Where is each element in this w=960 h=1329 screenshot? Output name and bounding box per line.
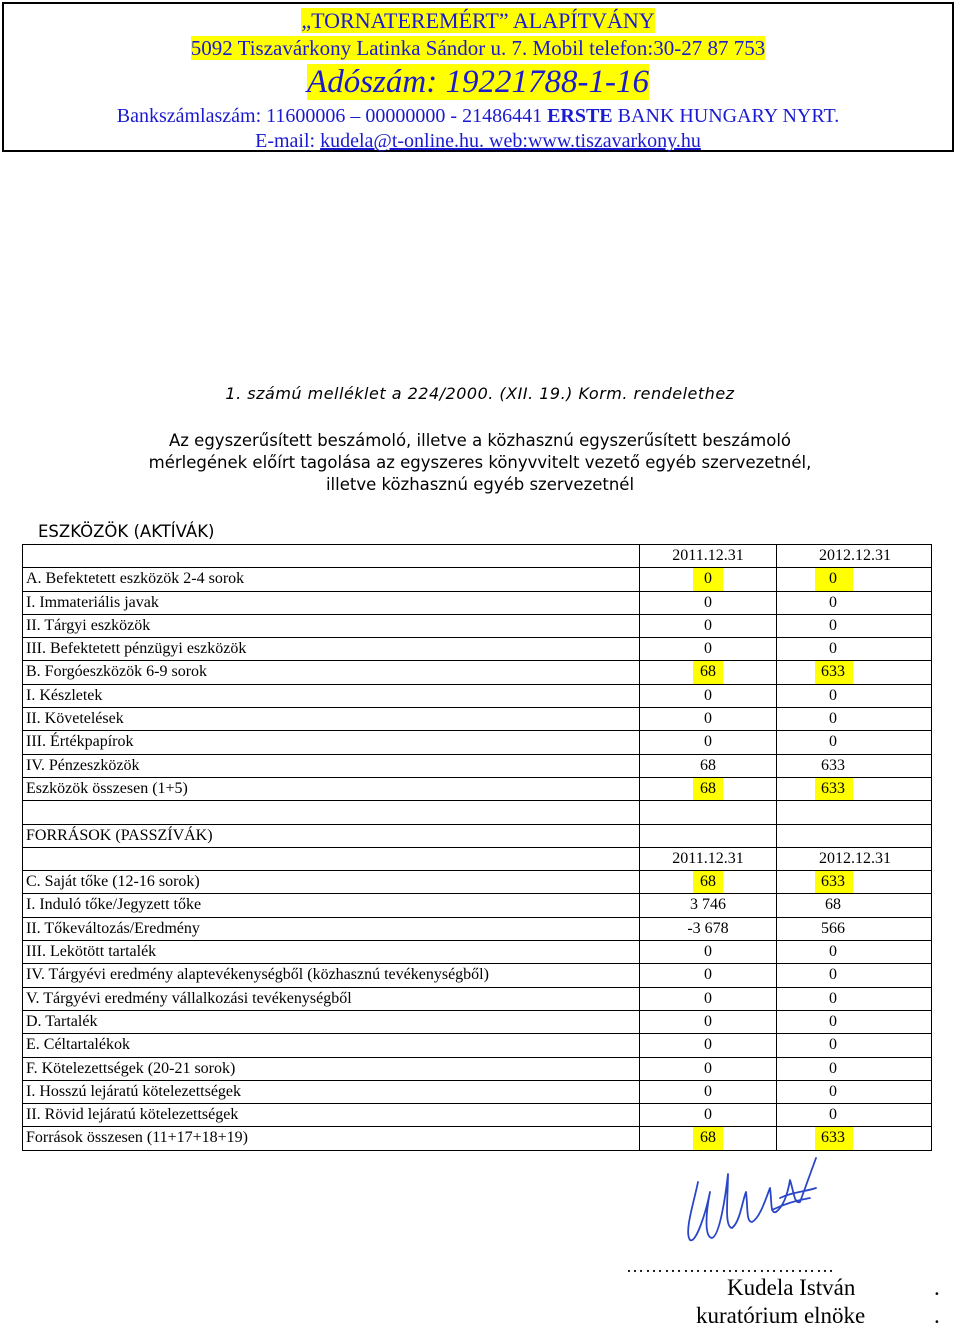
value-2012-cell <box>777 545 933 567</box>
value-2011-cell <box>640 988 777 1010</box>
label-cell <box>23 708 640 730</box>
foundation-name: „TORNATEREMÉRT” ALAPÍTVÁNY <box>301 8 655 33</box>
value-2011-cell <box>640 1104 777 1126</box>
value-2012: 0 <box>829 943 837 961</box>
label-cell <box>23 801 640 823</box>
value-2011-cell <box>640 1127 777 1149</box>
value-2011-cell <box>640 1034 777 1056</box>
label-cell <box>23 661 640 683</box>
row-label: V. Tárgyévi eredmény vállalkozási tevékenységből <box>26 989 352 1007</box>
value-2012-cell <box>777 825 933 847</box>
date-header-row <box>23 545 931 568</box>
value-2012-cell <box>777 661 933 683</box>
table-row <box>23 1034 931 1057</box>
label-cell <box>23 545 640 567</box>
value-2011-cell <box>640 801 777 823</box>
value-2011: 0 <box>704 593 712 611</box>
value-2012-cell <box>777 1104 933 1126</box>
label-cell <box>23 731 640 753</box>
row-label: I. Induló tőke/Jegyzett tőke <box>26 896 202 914</box>
row-label: D. Tartalék <box>26 1012 98 1030</box>
value-2011-cell <box>640 545 777 567</box>
value-2011: 0 <box>704 943 712 961</box>
value-2011: 3 746 <box>690 896 726 914</box>
value-2012-cell <box>777 894 933 916</box>
label-cell <box>23 1127 640 1149</box>
letterhead <box>2 2 954 152</box>
liabilities-title-row <box>23 825 931 848</box>
value-2012: 0 <box>829 570 837 588</box>
table-row <box>23 1127 931 1149</box>
value-2011: 0 <box>704 733 712 751</box>
value-2011-cell <box>640 1058 777 1080</box>
label-cell <box>23 638 640 660</box>
label-cell <box>23 941 640 963</box>
value-2012-cell <box>777 1058 933 1080</box>
row-label: E. Céltartalékok <box>26 1036 130 1054</box>
table-row <box>23 592 931 615</box>
label-cell <box>23 1081 640 1103</box>
signatory-name: Kudela István <box>727 1275 856 1300</box>
row-label: IV. Tárgyévi eredmény alaptevékenységből (közhasznú tevékenységből) <box>26 966 489 984</box>
value-2012: 0 <box>829 1059 837 1077</box>
table-row <box>23 1011 931 1034</box>
label-cell <box>23 1034 640 1056</box>
value-2011: 0 <box>704 1082 712 1100</box>
title-period: . <box>934 1303 940 1328</box>
value-2011-cell <box>640 708 777 730</box>
value-2011: 0 <box>704 966 712 984</box>
table-row <box>23 1058 931 1081</box>
value-2011-cell <box>640 871 777 893</box>
label-cell <box>23 778 640 800</box>
value-2012-cell <box>777 918 933 940</box>
foundation-address: 5092 Tiszavárkony Latinka Sándor u. 7. Mobil telefon:30-27 87 753 <box>190 36 766 60</box>
value-2011: 68 <box>700 663 716 681</box>
label-cell <box>23 592 640 614</box>
value-2012: 0 <box>829 1082 837 1100</box>
value-2011-cell <box>640 731 777 753</box>
value-2011-cell <box>640 941 777 963</box>
label-cell <box>23 615 640 637</box>
value-2012: 68 <box>825 896 841 914</box>
value-2012-cell <box>777 638 933 660</box>
value-2012-cell <box>777 778 933 800</box>
assets-title: ESZKÖZÖK (AKTÍVÁK) <box>38 522 215 541</box>
table-row <box>23 1081 931 1104</box>
value-2012-cell <box>777 1127 933 1149</box>
value-2011: 68 <box>700 873 716 891</box>
value-2012-cell <box>777 568 933 590</box>
value-2012-cell <box>777 964 933 986</box>
value-2011-cell <box>640 918 777 940</box>
annex-reference: 1. számú melléklet a 224/2000. (XII. 19.) Korm. rendelethez <box>225 384 735 403</box>
row-label: III. Befektetett pénzügyi eszközök <box>26 640 247 658</box>
value-2011-cell <box>640 592 777 614</box>
value-2011-cell <box>640 661 777 683</box>
table-row <box>23 731 931 754</box>
value-2011-cell <box>640 778 777 800</box>
value-2011-cell <box>640 755 777 777</box>
value-2011: 0 <box>704 710 712 728</box>
row-label: I. Készletek <box>26 686 103 704</box>
value-2012: 0 <box>829 989 837 1007</box>
table-row <box>23 941 931 964</box>
table-row <box>23 988 931 1011</box>
row-label: I. Hosszú lejáratú kötelezettségek <box>26 1082 242 1100</box>
value-2012-cell <box>777 1081 933 1103</box>
value-2012: 633 <box>821 1129 845 1147</box>
row-label: IV. Pénzeszközök <box>26 756 140 774</box>
value-2012-cell <box>777 1011 933 1033</box>
value-2011: 0 <box>704 1036 712 1054</box>
table-row <box>23 918 931 941</box>
table-row <box>23 871 931 894</box>
value-2012: 0 <box>829 640 837 658</box>
blank-row <box>23 801 931 824</box>
value-2012: 0 <box>829 710 837 728</box>
label-cell <box>23 1011 640 1033</box>
label-cell <box>23 1104 640 1126</box>
date-2011: 2011.12.31 <box>672 547 744 564</box>
value-2011: -3 678 <box>687 919 729 937</box>
value-2011: 0 <box>704 570 712 588</box>
row-label: II. Rövid lejáratú kötelezettségek <box>26 1106 239 1124</box>
value-2011-cell <box>640 894 777 916</box>
value-2012-cell <box>777 615 933 637</box>
value-2012-cell <box>777 801 933 823</box>
label-cell <box>23 894 640 916</box>
date-2012: 2012.12.31 <box>819 849 891 867</box>
table-row <box>23 708 931 731</box>
value-2012: 0 <box>829 966 837 984</box>
value-2012-cell <box>777 988 933 1010</box>
value-2012-cell <box>777 731 933 753</box>
value-2012-cell <box>777 592 933 614</box>
intro-text: Az egyszerűsített beszámoló, illetve a közhasznú egyszerűsített beszámoló mérlegének előírt tagolása az egyszeres könyvvitelt vezető egyéb szervezetnél, illetve közhasznú egyéb szervezetnél <box>148 431 812 494</box>
value-2011-cell <box>640 615 777 637</box>
value-2011: 0 <box>704 1106 712 1124</box>
row-label: III. Lekötött tartalék <box>26 943 157 961</box>
bank-account: Bankszámlaszám: 11600006 – 00000000 - 21486441 ERSTE BANK HUNGARY NYRT. <box>116 105 840 127</box>
value-2012: 633 <box>821 756 845 774</box>
table-row <box>23 615 931 638</box>
table-row <box>23 964 931 987</box>
value-2011: 0 <box>704 989 712 1007</box>
value-2011-cell <box>640 638 777 660</box>
value-2012: 0 <box>829 1106 837 1124</box>
value-2012-cell <box>777 941 933 963</box>
table-row <box>23 568 931 591</box>
liabilities-title: FORRÁSOK (PASSZÍVÁK) <box>26 826 213 844</box>
value-2012-cell <box>777 871 933 893</box>
value-2011: 0 <box>704 616 712 634</box>
balance-sheet-table <box>22 544 932 1151</box>
label-cell <box>23 964 640 986</box>
signature <box>676 1152 826 1247</box>
label-cell <box>23 825 640 847</box>
value-2011-cell <box>640 964 777 986</box>
value-2012: 0 <box>829 593 837 611</box>
label-cell <box>23 1058 640 1080</box>
contact-line: E-mail: kudela@t-online.hu. web:www.tiszavarkony.hu <box>255 130 701 152</box>
value-2012-cell <box>777 708 933 730</box>
label-cell <box>23 988 640 1010</box>
row-label: I. Immateriális javak <box>26 593 159 611</box>
value-2011: 68 <box>700 779 716 797</box>
value-2012: 0 <box>829 616 837 634</box>
table-row <box>23 661 931 684</box>
value-2011: 0 <box>704 640 712 658</box>
row-label: II. Tőkeváltozás/Eredmény <box>26 919 200 937</box>
row-label: C. Saját tőke (12-16 sorok) <box>26 873 200 891</box>
value-2011-cell <box>640 1081 777 1103</box>
row-label: A. Befektetett eszközök 2-4 sorok <box>26 570 245 588</box>
signatory-title: kuratórium elnöke <box>696 1303 866 1328</box>
web-link[interactable]: www.tiszavarkony.hu <box>527 130 701 152</box>
row-label: B. Forgóeszközök 6-9 sorok <box>26 663 208 681</box>
value-2011: 68 <box>700 756 716 774</box>
table-row <box>23 638 931 661</box>
value-2011-cell <box>640 825 777 847</box>
value-2011-cell <box>640 568 777 590</box>
email-link[interactable]: kudela@t-online.hu. <box>320 130 485 152</box>
value-2011-cell <box>640 685 777 707</box>
table-row <box>23 1104 931 1127</box>
label-cell <box>23 685 640 707</box>
name-period: . <box>934 1275 940 1300</box>
table-row <box>23 778 931 801</box>
value-2012-cell <box>777 1034 933 1056</box>
value-2011: 68 <box>700 1129 716 1147</box>
date-2012: 2012.12.31 <box>819 547 891 564</box>
date-header-row <box>23 848 931 871</box>
value-2011-cell <box>640 848 777 870</box>
row-label: II. Követelések <box>26 710 124 728</box>
label-cell <box>23 871 640 893</box>
value-2011: 0 <box>704 686 712 704</box>
value-2012: 0 <box>829 686 837 704</box>
value-2011-cell <box>640 1011 777 1033</box>
value-2012: 0 <box>829 1036 837 1054</box>
table-row <box>23 755 931 778</box>
row-label: III. Értékpapírok <box>26 733 134 751</box>
value-2012: 633 <box>821 873 845 891</box>
table-row <box>23 894 931 917</box>
value-2012: 0 <box>829 733 837 751</box>
table-row <box>23 685 931 708</box>
value-2012: 0 <box>829 1012 837 1030</box>
value-2012: 566 <box>821 919 845 937</box>
row-label: Eszközök összesen (1+5) <box>26 779 188 797</box>
row-label: II. Tárgyi eszközök <box>26 616 151 634</box>
signature-line: …………………………… <box>626 1256 835 1276</box>
label-cell <box>23 755 640 777</box>
label-cell <box>23 568 640 590</box>
label-cell <box>23 918 640 940</box>
label-cell <box>23 848 640 870</box>
row-label: F. Kötelezettségek (20-21 sorok) <box>26 1059 236 1077</box>
value-2012-cell <box>777 755 933 777</box>
tax-id: Adószám: 19221788-1-16 <box>307 64 649 100</box>
row-label: Források összesen (11+17+18+19) <box>26 1129 248 1147</box>
value-2012: 633 <box>821 663 845 681</box>
value-2011: 0 <box>704 1059 712 1077</box>
value-2012-cell <box>777 848 933 870</box>
value-2011: 0 <box>704 1012 712 1030</box>
date-2011: 2011.12.31 <box>672 849 744 867</box>
value-2012: 633 <box>821 779 845 797</box>
value-2012-cell <box>777 685 933 707</box>
